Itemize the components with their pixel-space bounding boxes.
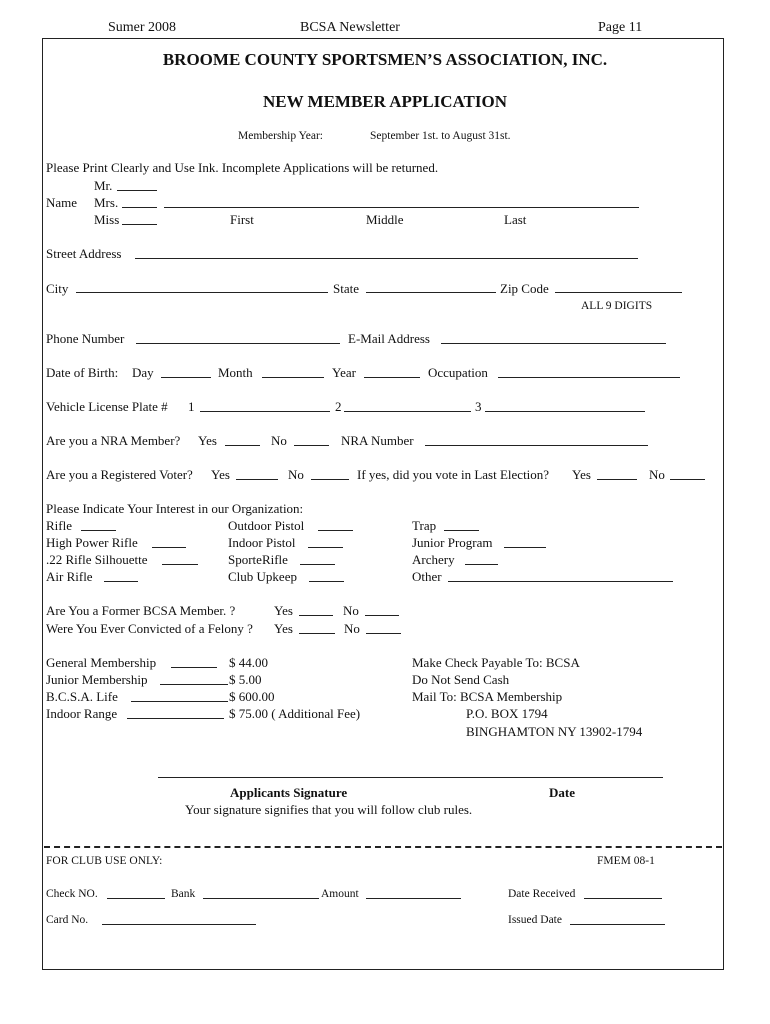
interest-trap: Trap [412, 518, 437, 533]
last-name-label: Last [504, 212, 527, 227]
form-code: FMEM 08-1 [597, 855, 655, 867]
instructions: Please Print Clearly and Use Ink. Incomplete Applications will be returned. [46, 160, 439, 175]
fee-indoor-range-label: Indoor Range [46, 706, 118, 721]
interest-rifle: Rifle [46, 518, 72, 533]
fee-general-field[interactable] [171, 667, 217, 668]
nra-number-label: NRA Number [341, 433, 414, 448]
form-title: NEW MEMBER APPLICATION [262, 92, 507, 111]
interest-sporterifle: SporteRifle [228, 552, 288, 567]
felony-yes-field[interactable] [299, 633, 335, 634]
voter-no-label: No [288, 467, 304, 482]
interest-club-upkeep-field[interactable] [309, 581, 344, 582]
voted-yes-label: Yes [572, 467, 591, 482]
name-label: Name [46, 195, 78, 210]
nra-number-field[interactable] [425, 445, 648, 446]
mrs-field[interactable] [122, 207, 157, 208]
membership-year-value: September 1st. to August 31st. [370, 130, 511, 142]
issued-date-field[interactable] [570, 924, 665, 925]
zip-label: Zip Code [500, 281, 549, 296]
felony-question: Were You Ever Convicted of a Felony ? [46, 621, 253, 636]
zip-note: ALL 9 DIGITS [581, 300, 653, 312]
signature-line[interactable] [158, 777, 663, 778]
bank-field[interactable] [203, 898, 319, 899]
interests-heading: Please Indicate Your Interest in our Organization: [46, 501, 304, 516]
phone-field[interactable] [136, 343, 340, 344]
mail-city: BINGHAMTON NY 13902-1794 [466, 724, 643, 739]
dob-label: Date of Birth: [46, 365, 119, 380]
interest-high-power-rifle: High Power Rifle [46, 535, 138, 550]
no-cash-note: Do Not Send Cash [412, 672, 510, 687]
po-box: P.O. BOX 1794 [466, 706, 548, 721]
city-field[interactable] [76, 292, 328, 293]
interest-archery-field[interactable] [465, 564, 498, 565]
nra-question: Are you a NRA Member? [46, 433, 181, 448]
interest-high-power-rifle-field[interactable] [152, 547, 186, 548]
signature-label: Applicants Signature [230, 785, 348, 800]
former-yes-label: Yes [274, 603, 293, 618]
felony-yes-label: Yes [274, 621, 293, 636]
vehicle-num-3: 3 [475, 399, 482, 414]
interest-22-rifle-field[interactable] [162, 564, 198, 565]
fee-general-amount: $ 44.00 [229, 655, 268, 670]
email-label: E-Mail Address [348, 331, 430, 346]
fee-life-field[interactable] [131, 701, 228, 702]
city-label: City [46, 281, 69, 296]
vehicle-plate-1-field[interactable] [200, 411, 330, 412]
interest-other: Other [412, 569, 442, 584]
dob-year-field[interactable] [364, 377, 420, 378]
card-no-field[interactable] [102, 924, 256, 925]
page-number: Page 11 [598, 20, 643, 35]
dob-month-field[interactable] [262, 377, 324, 378]
mail-to: Mail To: BCSA Membership [412, 689, 563, 704]
card-no-label: Card No. [46, 914, 89, 926]
newsletter-label: BCSA Newsletter [300, 20, 400, 35]
voter-no-field[interactable] [311, 479, 349, 480]
voted-no-field[interactable] [670, 479, 705, 480]
title-mrs: Mrs. [94, 195, 119, 210]
membership-year-label: Membership Year: [238, 130, 323, 142]
dob-day-label: Day [132, 365, 154, 380]
interest-outdoor-pistol-field[interactable] [318, 530, 353, 531]
voter-question: Are you a Registered Voter? [46, 467, 193, 482]
date-received-label: Date Received [508, 888, 576, 900]
fee-indoor-range-field[interactable] [127, 718, 224, 719]
interest-indoor-pistol: Indoor Pistol [228, 535, 296, 550]
fee-indoor-range-amount: $ 75.00 ( Additional Fee) [229, 706, 361, 721]
vehicle-num-1: 1 [188, 399, 195, 414]
interest-club-upkeep: Club Upkeep [228, 569, 297, 584]
interest-archery: Archery [412, 552, 455, 567]
check-no-field[interactable] [107, 898, 165, 899]
former-no-field[interactable] [365, 615, 399, 616]
interest-air-rifle: Air Rifle [46, 569, 93, 584]
interest-sporterifle-field[interactable] [300, 564, 335, 565]
dob-month-label: Month [218, 365, 253, 380]
phone-label: Phone Number [46, 331, 125, 346]
payable-to: Make Check Payable To: BCSA [412, 655, 580, 670]
occupation-label: Occupation [428, 365, 488, 380]
miss-field[interactable] [122, 224, 157, 225]
org-name: BROOME COUNTY SPORTSMEN’S ASSOCIATION, INC. [162, 50, 608, 69]
fee-junior-label: Junior Membership [46, 672, 148, 687]
former-yes-field[interactable] [299, 615, 333, 616]
state-label: State [333, 281, 359, 296]
voted-question: If yes, did you vote in Last Election? [357, 467, 550, 482]
nra-yes-label: Yes [198, 433, 217, 448]
voted-yes-field[interactable] [597, 479, 637, 480]
check-no-label: Check NO. [46, 888, 98, 900]
former-no-label: No [343, 603, 359, 618]
signature-note: Your signature signifies that you will follow club rules. [185, 802, 473, 817]
bank-label: Bank [171, 888, 196, 900]
office-use-label: FOR CLUB USE ONLY: [46, 855, 163, 867]
issue-label: Sumer 2008 [108, 20, 177, 35]
street-label: Street Address [46, 246, 122, 261]
vehicle-plate-2-field[interactable] [344, 411, 471, 412]
amount-label: Amount [321, 888, 359, 900]
felony-no-label: No [344, 621, 360, 636]
middle-name-label: Middle [366, 212, 404, 227]
former-member-question: Are You a Former BCSA Member. ? [46, 603, 236, 618]
occupation-field[interactable] [498, 377, 680, 378]
nra-no-field[interactable] [294, 445, 329, 446]
issued-date-label: Issued Date [508, 914, 562, 926]
zip-field[interactable] [555, 292, 682, 293]
interest-rifle-field[interactable] [81, 530, 116, 531]
interest-junior-program-field[interactable] [504, 547, 546, 548]
interest-junior-program: Junior Program [412, 535, 493, 550]
interest-trap-field[interactable] [444, 530, 479, 531]
fee-life-amount: $ 600.00 [229, 689, 275, 704]
title-mr: Mr. [94, 178, 113, 193]
state-field[interactable] [366, 292, 496, 293]
voted-no-label: No [649, 467, 665, 482]
fee-life-label: B.C.S.A. Life [46, 689, 118, 704]
dob-day-field[interactable] [161, 377, 211, 378]
nra-yes-field[interactable] [225, 445, 260, 446]
amount-field[interactable] [366, 898, 461, 899]
date-received-field[interactable] [584, 898, 662, 899]
nra-no-label: No [271, 433, 287, 448]
felony-no-field[interactable] [366, 633, 401, 634]
interest-outdoor-pistol: Outdoor Pistol [228, 518, 305, 533]
vehicle-num-2: 2 [335, 399, 342, 414]
first-name-label: First [230, 212, 254, 227]
vehicle-plate-3-field[interactable] [485, 411, 645, 412]
voter-yes-label: Yes [211, 467, 230, 482]
voter-yes-field[interactable] [236, 479, 278, 480]
signature-date-label: Date [549, 785, 575, 800]
street-field[interactable] [135, 258, 638, 259]
interest-air-rifle-field[interactable] [104, 581, 138, 582]
cut-line [44, 846, 722, 848]
fee-junior-amount: $ 5.00 [229, 672, 262, 687]
vehicle-label: Vehicle License Plate # [46, 399, 168, 414]
dob-year-label: Year [332, 365, 356, 380]
fee-junior-field[interactable] [160, 684, 228, 685]
name-field[interactable] [164, 207, 639, 208]
interest-other-field[interactable] [448, 581, 673, 582]
email-field[interactable] [441, 343, 666, 344]
interest-22-rifle-silhouette: .22 Rifle Silhouette [46, 552, 148, 567]
title-miss: Miss [94, 212, 120, 227]
mr-field[interactable] [117, 190, 157, 191]
interest-indoor-pistol-field[interactable] [308, 547, 343, 548]
fee-general-label: General Membership [46, 655, 157, 670]
